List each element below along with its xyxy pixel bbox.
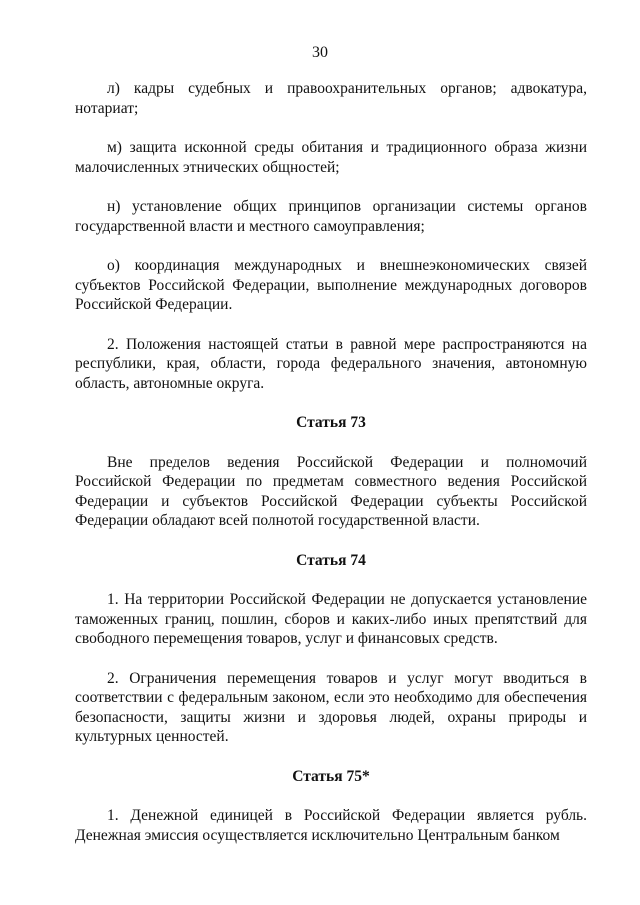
paragraph-item-n: н) установление общих принципов организации системы органов государственной власти и местного самоуправления;: [75, 198, 587, 235]
page-number: 30: [312, 44, 328, 61]
paragraph-item-o: о) координация международных и внешнеэкономических связей субъектов Российской Федерации, выполнение международных договоров Российской Федерации.: [75, 257, 587, 313]
article-74-heading: Статья 74: [296, 551, 366, 569]
article-73-heading: Статья 73: [296, 414, 366, 431]
article-74-paragraph-2: 2. Ограничения перемещения товаров и услуг могут вводиться в соответствии с федеральным законом, если это необходимо для обеспечения безопасности, защиты жизни и здоровья людей, охраны природы и культурных ценностей.: [75, 669, 587, 745]
article-72-paragraph-2: 2. Положения настоящей статьи в равной мере распространяются на республики, края, области, города федерального значения, автономную область, автономные округа.: [75, 335, 587, 392]
article-75-heading: Статья 75*: [292, 767, 370, 785]
article-74-paragraph-1: 1. На территории Российской Федерации не допускается установление таможенных границ, пошлин, сборов и каких-либо иных препятствий для свободного перемещения товаров, услуг и финансовых средств.: [75, 591, 587, 647]
paragraph-item-m: м) защита исконной среды обитания и традиционного образа жизни малочисленных этнических общностей;: [75, 139, 587, 176]
paragraph-item-l: л) кадры судебных и правоохранительных органов; адвокатура, нотариат;: [75, 80, 587, 117]
article-73-text: Вне пределов ведения Российской Федерации и полномочий Российской Федерации по предметам совместного ведения Российской Федерации и субъектов Российской Федерации субъекты Российской Федерации обладают всей полнотой государственной власти.: [75, 453, 587, 529]
document-body: [75, 79, 587, 845]
article-75-paragraph-1: 1. Денежной единицей в Российской Федерации является рубль. Денежная эмиссия осуществляется исключительно Центральным банком: [75, 807, 587, 844]
